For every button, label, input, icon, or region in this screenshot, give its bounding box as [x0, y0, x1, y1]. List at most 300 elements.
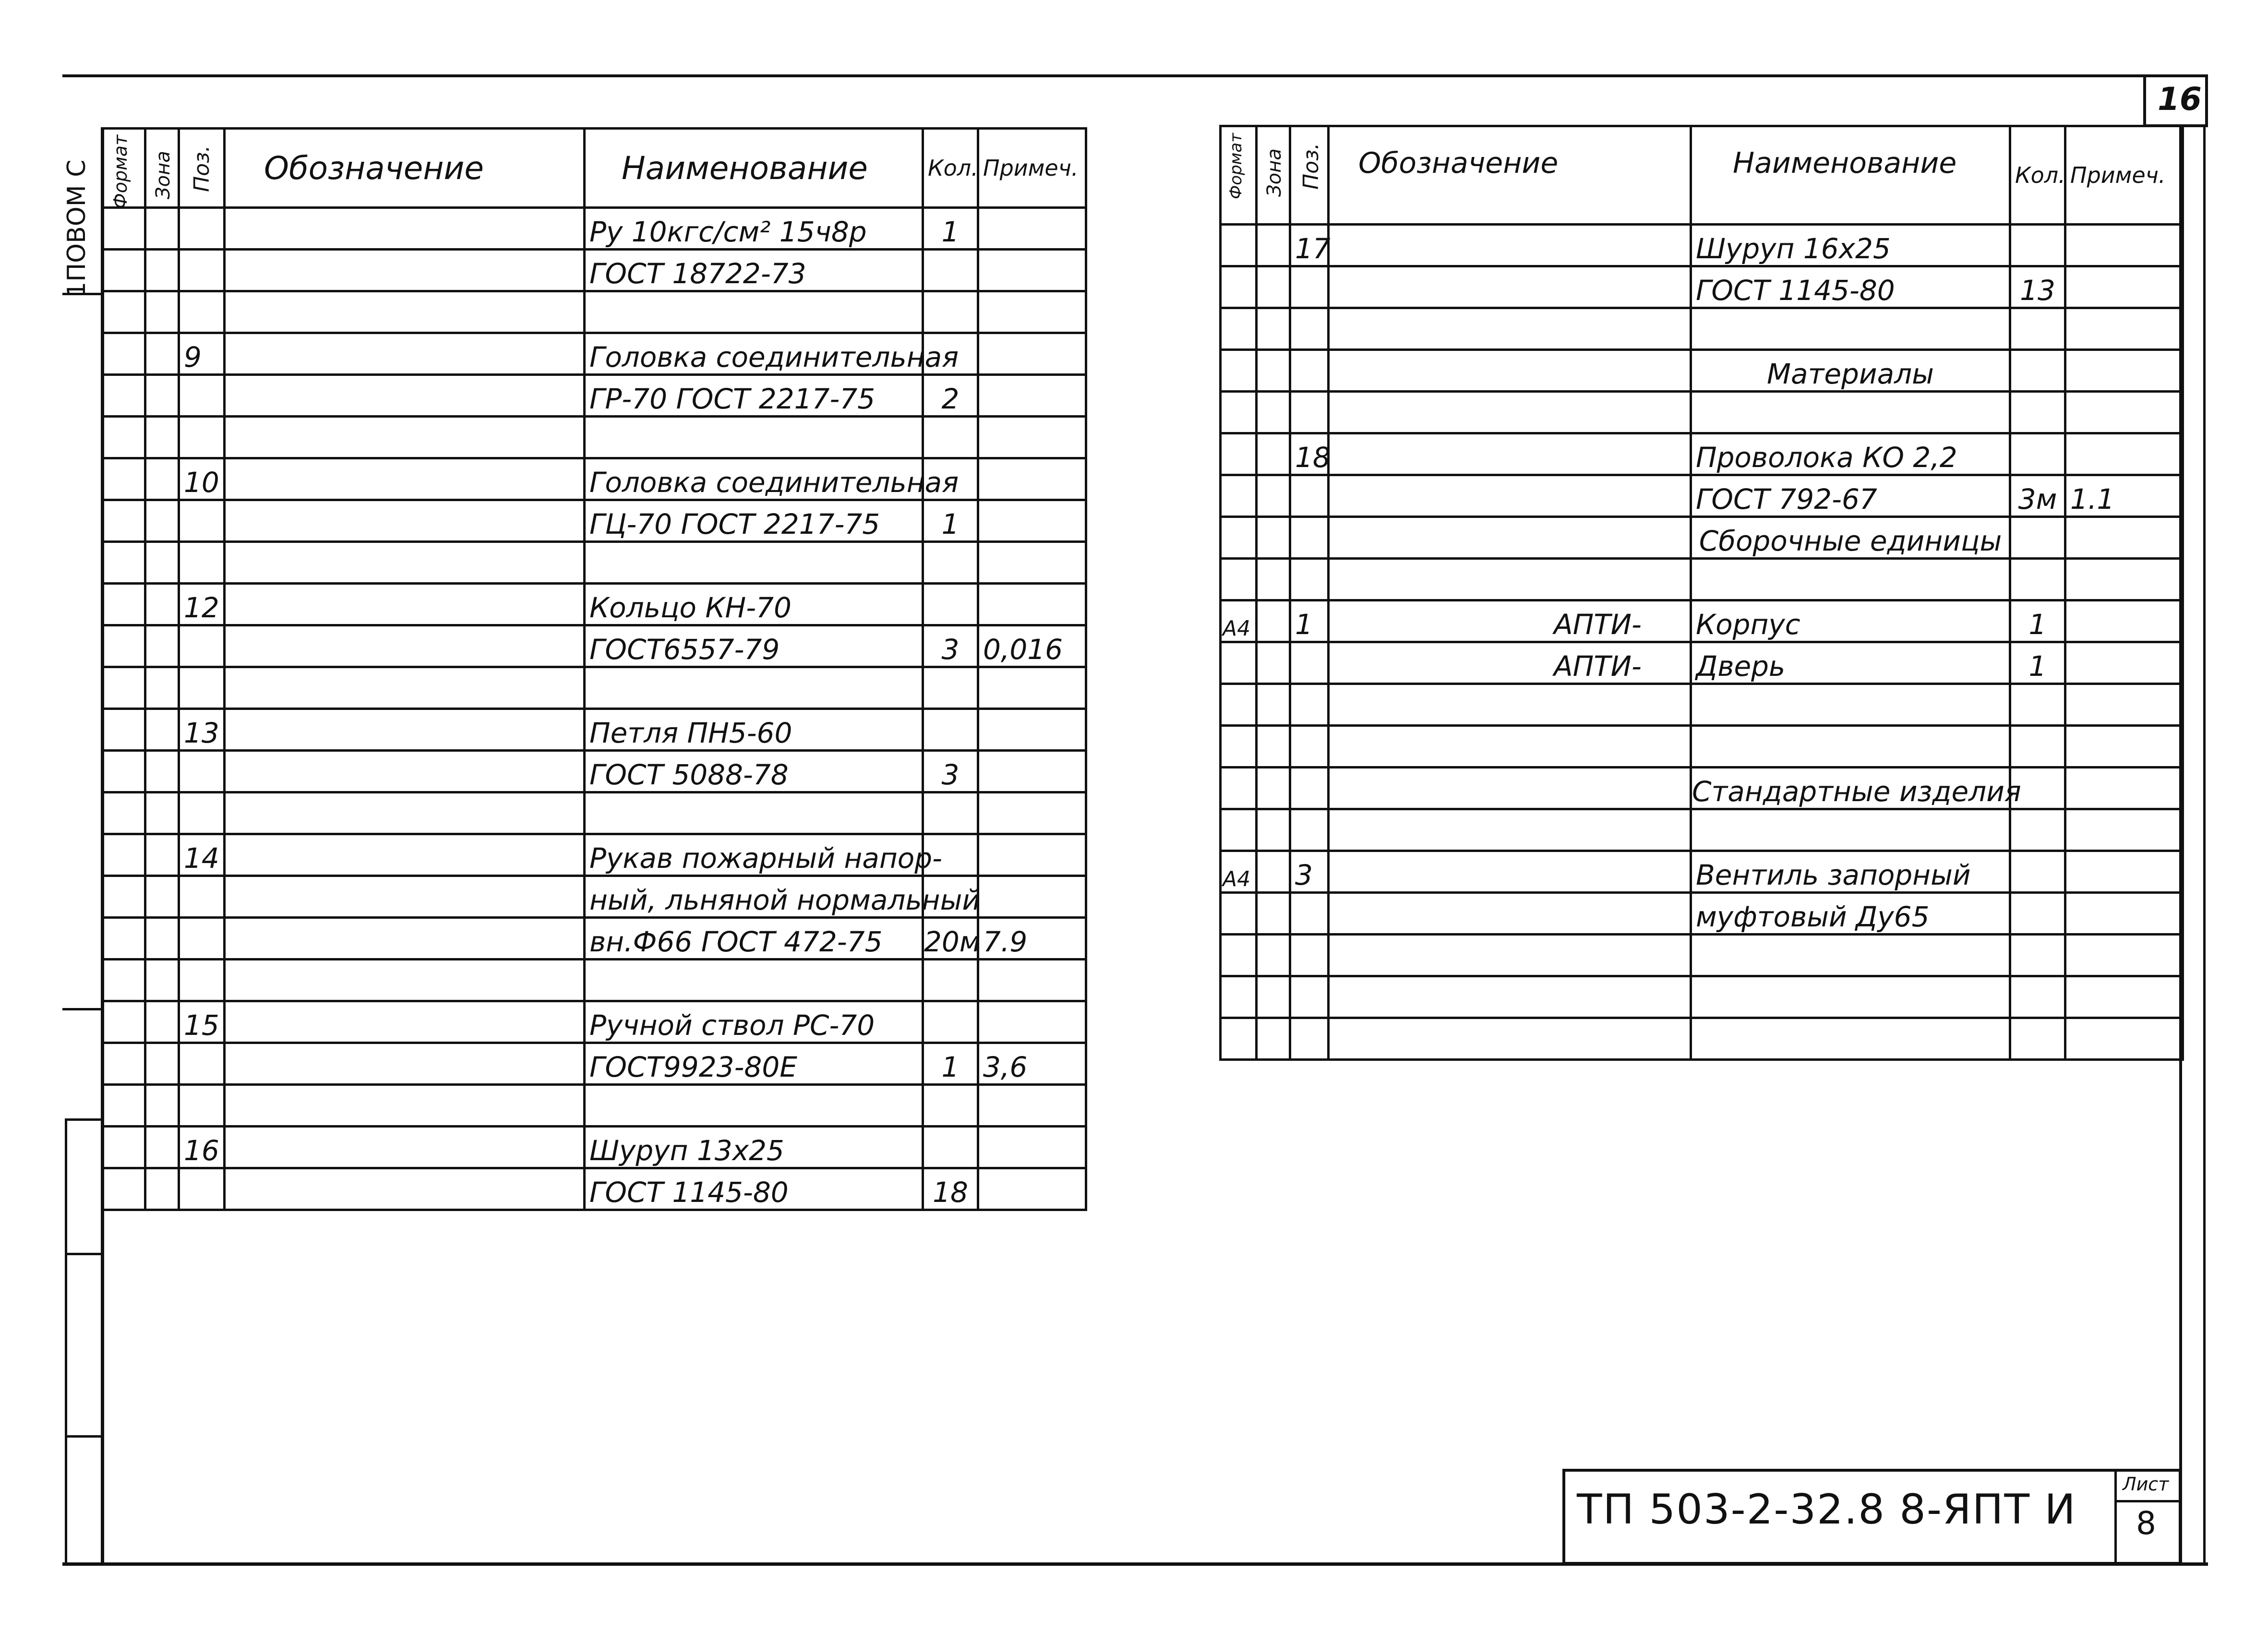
table-row: [1221, 935, 2183, 976]
zone-cell: [1257, 893, 1290, 935]
designation-cell: [1329, 392, 1691, 433]
table-row: [102, 792, 1086, 834]
note-cell: [978, 1085, 1086, 1127]
note-cell: [978, 375, 1086, 417]
name-cell: [585, 542, 923, 584]
note-cell: [978, 291, 1086, 333]
table-row: [102, 584, 1086, 625]
table-row: [1221, 517, 2183, 559]
name-header: Наименование: [1691, 126, 2010, 225]
zone-cell: [145, 1168, 179, 1210]
designation-cell: [1329, 517, 1691, 559]
note-cell: [2065, 266, 2183, 308]
pos-cell: [179, 667, 225, 709]
name-cell: ный, льняной нормальный: [585, 876, 923, 918]
table-row: [102, 1001, 1086, 1043]
name-cell: Головка соединительная: [585, 333, 923, 375]
qty-cell: [2010, 935, 2065, 976]
pos-cell: [179, 417, 225, 458]
qty-cell: 3: [923, 751, 978, 792]
note-cell: [2065, 308, 2183, 350]
pos-cell: 9: [179, 333, 225, 375]
qty-cell: [2010, 684, 2065, 726]
note-cell: [2065, 976, 2183, 1018]
sheet-label: Лист: [2123, 1474, 2169, 1495]
note-cell: 3,6: [978, 1043, 1086, 1085]
format-cell: [102, 291, 145, 333]
designation-cell: [1329, 1018, 1691, 1060]
designation-cell: [1329, 475, 1691, 517]
designation-cell: [225, 960, 585, 1001]
note-cell: [2065, 809, 2183, 851]
qty-cell: [923, 417, 978, 458]
qty-cell: [2010, 517, 2065, 559]
designation-cell: [225, 333, 585, 375]
table-row: [1221, 851, 2183, 893]
name-cell: [1691, 559, 2010, 600]
pos-cell: [1290, 350, 1329, 392]
note-cell: [2065, 1018, 2183, 1060]
name-cell: [1691, 308, 2010, 350]
pos-cell: [179, 208, 225, 250]
qty-cell: [923, 250, 978, 291]
format-cell: [1221, 266, 1257, 308]
name-cell: ГОСТ 5088-78: [585, 751, 923, 792]
name-cell: Ручной ствол РС-70: [585, 1001, 923, 1043]
format-cell: [102, 667, 145, 709]
qty-cell: [2010, 809, 2065, 851]
note-cell: 7.9: [978, 918, 1086, 960]
name-cell: [1691, 976, 2010, 1018]
note-cell: [978, 1127, 1086, 1168]
designation-cell: [225, 918, 585, 960]
table-row: [1221, 350, 2183, 392]
zone-cell: [145, 876, 179, 918]
qty-cell: [2010, 1018, 2065, 1060]
zone-cell: [145, 291, 179, 333]
qty-cell: 13: [2010, 266, 2065, 308]
format-cell: [102, 1168, 145, 1210]
note-cell: [978, 834, 1086, 876]
designation-cell: [225, 1085, 585, 1127]
table-header-row: [1221, 126, 2183, 225]
note-cell: [2065, 433, 2183, 475]
zone-cell: [145, 834, 179, 876]
qty-cell: [923, 709, 978, 751]
designation-cell: [225, 542, 585, 584]
name-cell: ГР-70 ГОСТ 2217-75: [585, 375, 923, 417]
designation-cell: [225, 584, 585, 625]
pos-cell: [1290, 684, 1329, 726]
note-cell: [978, 333, 1086, 375]
zone-cell: [145, 542, 179, 584]
pos-cell: [1290, 308, 1329, 350]
zone-cell: [1257, 642, 1290, 684]
format-cell: А4: [1221, 600, 1257, 642]
table-row: [102, 333, 1086, 375]
format-cell: А4: [1221, 851, 1257, 893]
qty-cell: [2010, 433, 2065, 475]
designation-cell: [225, 1168, 585, 1210]
qty-cell: [923, 792, 978, 834]
note-cell: [978, 667, 1086, 709]
note-cell: 1.1: [2065, 475, 2183, 517]
format-cell: [1221, 642, 1257, 684]
name-cell: Вентиль запорный: [1691, 851, 2010, 893]
name-cell: Шуруп 13х25: [585, 1127, 923, 1168]
table-row: [1221, 684, 2183, 726]
table-row: [1221, 308, 2183, 350]
qty-cell: 3м: [2010, 475, 2065, 517]
name-cell: ГОСТ6557-79: [585, 625, 923, 667]
pos-cell: [1290, 726, 1329, 768]
binding-mark: [62, 1008, 103, 1010]
table-row: [1221, 976, 2183, 1018]
pos-cell: [1290, 1018, 1329, 1060]
table-row: [1221, 1018, 2183, 1060]
designation-cell: [225, 834, 585, 876]
format-cell: [102, 876, 145, 918]
pos-cell: 3: [1290, 851, 1329, 893]
table-row: [1221, 225, 2183, 266]
name-cell: Корпус: [1691, 600, 2010, 642]
left-spec-table: [101, 127, 1087, 1211]
zone-cell: [145, 625, 179, 667]
table-row: [1221, 893, 2183, 935]
table-row: [102, 918, 1086, 960]
format-cell: [102, 625, 145, 667]
qty-cell: [923, 291, 978, 333]
section-heading: Стандартные изделия: [1691, 768, 2010, 809]
pos-cell: [179, 792, 225, 834]
section-heading: Сборочные единицы: [1691, 517, 2010, 559]
note-header: Примеч.: [978, 129, 1086, 208]
zone-cell: [145, 500, 179, 542]
zone-cell: [1257, 726, 1290, 768]
table-row: [1221, 392, 2183, 433]
format-header: Формат: [102, 129, 145, 208]
pos-cell: [179, 1085, 225, 1127]
qty-cell: [2010, 726, 2065, 768]
pos-cell: 14: [179, 834, 225, 876]
note-cell: [978, 960, 1086, 1001]
table-row: [102, 876, 1086, 918]
qty-cell: [923, 1085, 978, 1127]
format-cell: [1221, 350, 1257, 392]
note-cell: [2065, 851, 2183, 893]
designation-cell: [1329, 559, 1691, 600]
pos-cell: 18: [1290, 433, 1329, 475]
note-cell: [978, 751, 1086, 792]
name-cell: Кольцо КН-70: [585, 584, 923, 625]
table-row: [102, 1043, 1086, 1085]
note-cell: [2065, 392, 2183, 433]
sheet-number: 8: [2136, 1505, 2156, 1542]
format-cell: [102, 960, 145, 1001]
qty-cell: 20м: [923, 918, 978, 960]
format-cell: [1221, 475, 1257, 517]
zone-cell: [1257, 768, 1290, 809]
name-cell: [1691, 935, 2010, 976]
zone-header: Зона: [1257, 126, 1290, 225]
note-cell: 0,016: [978, 625, 1086, 667]
top-border-line: [62, 74, 2208, 77]
note-cell: [2065, 559, 2183, 600]
designation-cell: [1329, 308, 1691, 350]
side-stamp: 1ПОВОМ С: [62, 159, 91, 298]
zone-cell: [1257, 392, 1290, 433]
table-row: [1221, 266, 2183, 308]
table-row: [102, 751, 1086, 792]
table-row: [1221, 600, 2183, 642]
designation-cell: [225, 1001, 585, 1043]
name-cell: Проволока КО 2,2: [1691, 433, 2010, 475]
qty-cell: 1: [2010, 642, 2065, 684]
zone-cell: [1257, 433, 1290, 475]
zone-cell: [1257, 684, 1290, 726]
format-cell: [102, 375, 145, 417]
qty-cell: [2010, 851, 2065, 893]
note-cell: [978, 1001, 1086, 1043]
qty-cell: [923, 667, 978, 709]
binding-strip-tick: [65, 1435, 103, 1438]
format-cell: [102, 1001, 145, 1043]
designation-cell: [225, 375, 585, 417]
format-cell: [102, 584, 145, 625]
name-cell: [1691, 684, 2010, 726]
pos-header: Поз.: [179, 129, 225, 208]
pos-cell: 17: [1290, 225, 1329, 266]
pos-cell: [179, 918, 225, 960]
designation-cell: [1329, 350, 1691, 392]
zone-cell: [145, 584, 179, 625]
binding-strip-line: [65, 1118, 67, 1565]
pos-cell: [1290, 392, 1329, 433]
format-cell: [102, 500, 145, 542]
qty-header: Кол.: [923, 129, 978, 208]
pos-cell: [179, 876, 225, 918]
note-cell: [2065, 642, 2183, 684]
note-cell: [978, 500, 1086, 542]
pos-cell: [1290, 893, 1329, 935]
name-cell: Дверь: [1691, 642, 2010, 684]
format-cell: [102, 458, 145, 500]
table-row: [1221, 433, 2183, 475]
designation-cell: [1329, 266, 1691, 308]
pos-cell: 10: [179, 458, 225, 500]
name-cell: [1691, 809, 2010, 851]
format-cell: [102, 250, 145, 291]
note-cell: [2065, 935, 2183, 976]
designation-cell: [225, 291, 585, 333]
name-cell: муфтовый Ду65: [1691, 893, 2010, 935]
table-row: [1221, 768, 2183, 809]
table-row: [102, 291, 1086, 333]
note-cell: [978, 208, 1086, 250]
zone-cell: [1257, 935, 1290, 976]
format-cell: [102, 918, 145, 960]
qty-cell: 1: [923, 500, 978, 542]
name-cell: ГЦ-70 ГОСТ 2217-75: [585, 500, 923, 542]
qty-cell: [923, 542, 978, 584]
qty-cell: [923, 960, 978, 1001]
note-cell: [978, 1168, 1086, 1210]
table-row: [102, 709, 1086, 751]
designation-cell: [1329, 893, 1691, 935]
right-spec-table: [1219, 125, 2184, 1061]
name-cell: Головка соединительная: [585, 458, 923, 500]
sheet-cell-divider: [2114, 1500, 2182, 1502]
note-cell: [2065, 517, 2183, 559]
table-row: [1221, 559, 2183, 600]
format-cell: [1221, 392, 1257, 433]
table-row: [102, 250, 1086, 291]
name-cell: [585, 291, 923, 333]
pos-cell: 15: [179, 1001, 225, 1043]
name-cell: [585, 960, 923, 1001]
pos-cell: 13: [179, 709, 225, 751]
note-cell: [2065, 893, 2183, 935]
page-number: 16: [2158, 81, 2202, 118]
table-row: [102, 625, 1086, 667]
qty-cell: [2010, 559, 2065, 600]
zone-cell: [145, 792, 179, 834]
zone-cell: [1257, 851, 1290, 893]
table-row: [102, 208, 1086, 250]
table-row: [1221, 726, 2183, 768]
designation-cell: АПТИ-: [1329, 600, 1691, 642]
format-cell: [102, 417, 145, 458]
designation-cell: [225, 751, 585, 792]
zone-cell: [145, 250, 179, 291]
format-cell: [102, 1127, 145, 1168]
designation-cell: [1329, 726, 1691, 768]
format-cell: [102, 792, 145, 834]
zone-cell: [145, 375, 179, 417]
note-cell: [978, 584, 1086, 625]
note-cell: [2065, 225, 2183, 266]
pos-cell: [179, 1043, 225, 1085]
zone-cell: [145, 1001, 179, 1043]
note-cell: [2065, 768, 2183, 809]
name-cell: Шуруп 16х25: [1691, 225, 2010, 266]
name-cell: [1691, 726, 2010, 768]
name-cell: ГОСТ9923-80Е: [585, 1043, 923, 1085]
designation-cell: [225, 1127, 585, 1168]
designation-header: Обозначение: [1329, 126, 1691, 225]
zone-cell: [1257, 225, 1290, 266]
pos-cell: [179, 625, 225, 667]
pos-cell: [1290, 642, 1329, 684]
designation-cell: [225, 1043, 585, 1085]
format-header: Формат: [1221, 126, 1257, 225]
pos-cell: [1290, 935, 1329, 976]
qty-cell: [2010, 225, 2065, 266]
name-cell: ГОСТ 1145-80: [1691, 266, 2010, 308]
format-cell: [1221, 726, 1257, 768]
format-cell: [1221, 1018, 1257, 1060]
pos-cell: [179, 542, 225, 584]
name-cell: ГОСТ 18722-73: [585, 250, 923, 291]
pos-header: Поз.: [1290, 126, 1329, 225]
format-cell: [1221, 809, 1257, 851]
qty-cell: [2010, 308, 2065, 350]
designation-cell: [1329, 809, 1691, 851]
format-cell: [102, 542, 145, 584]
note-cell: [2065, 684, 2183, 726]
zone-cell: [1257, 517, 1290, 559]
designation-cell: [225, 250, 585, 291]
format-cell: [1221, 225, 1257, 266]
format-cell: [1221, 893, 1257, 935]
table-row: [102, 417, 1086, 458]
designation-cell: [1329, 935, 1691, 976]
zone-cell: [145, 667, 179, 709]
name-cell: Петля ПН5-60: [585, 709, 923, 751]
qty-cell: 18: [923, 1168, 978, 1210]
qty-cell: 1: [2010, 600, 2065, 642]
zone-cell: [145, 208, 179, 250]
right-outer-line: [2203, 127, 2206, 1562]
qty-cell: 1: [923, 208, 978, 250]
zone-cell: [1257, 1018, 1290, 1060]
note-cell: [978, 417, 1086, 458]
note-cell: [2065, 726, 2183, 768]
pos-cell: [179, 960, 225, 1001]
zone-cell: [145, 751, 179, 792]
note-cell: [2065, 350, 2183, 392]
designation-cell: [225, 625, 585, 667]
format-cell: [102, 1043, 145, 1085]
zone-cell: [145, 960, 179, 1001]
format-cell: [1221, 768, 1257, 809]
zone-header: Зона: [145, 129, 179, 208]
pos-cell: [1290, 768, 1329, 809]
designation-cell: [1329, 684, 1691, 726]
qty-cell: 1: [923, 1043, 978, 1085]
zone-cell: [1257, 809, 1290, 851]
designation-cell: [1329, 433, 1691, 475]
qty-header: Кол.: [2010, 126, 2065, 225]
table-row: [102, 667, 1086, 709]
table-row: [102, 1168, 1086, 1210]
zone-cell: [1257, 976, 1290, 1018]
designation-cell: [1329, 768, 1691, 809]
sheet-cell-divider: [2114, 1469, 2117, 1565]
table-row: [102, 542, 1086, 584]
name-cell: [585, 792, 923, 834]
format-cell: [1221, 976, 1257, 1018]
zone-cell: [145, 1127, 179, 1168]
zone-cell: [1257, 559, 1290, 600]
pos-cell: [179, 1168, 225, 1210]
name-cell: Рукав пожарный напор-: [585, 834, 923, 876]
designation-cell: [225, 417, 585, 458]
format-cell: [102, 834, 145, 876]
qty-cell: [2010, 893, 2065, 935]
note-header: Примеч.: [2065, 126, 2183, 225]
designation-cell: [225, 458, 585, 500]
designation-cell: [225, 792, 585, 834]
pos-cell: 16: [179, 1127, 225, 1168]
qty-cell: [923, 1127, 978, 1168]
zone-cell: [1257, 350, 1290, 392]
pos-cell: [1290, 475, 1329, 517]
qty-cell: [923, 584, 978, 625]
pos-cell: [1290, 517, 1329, 559]
name-cell: [1691, 1018, 2010, 1060]
zone-cell: [1257, 475, 1290, 517]
